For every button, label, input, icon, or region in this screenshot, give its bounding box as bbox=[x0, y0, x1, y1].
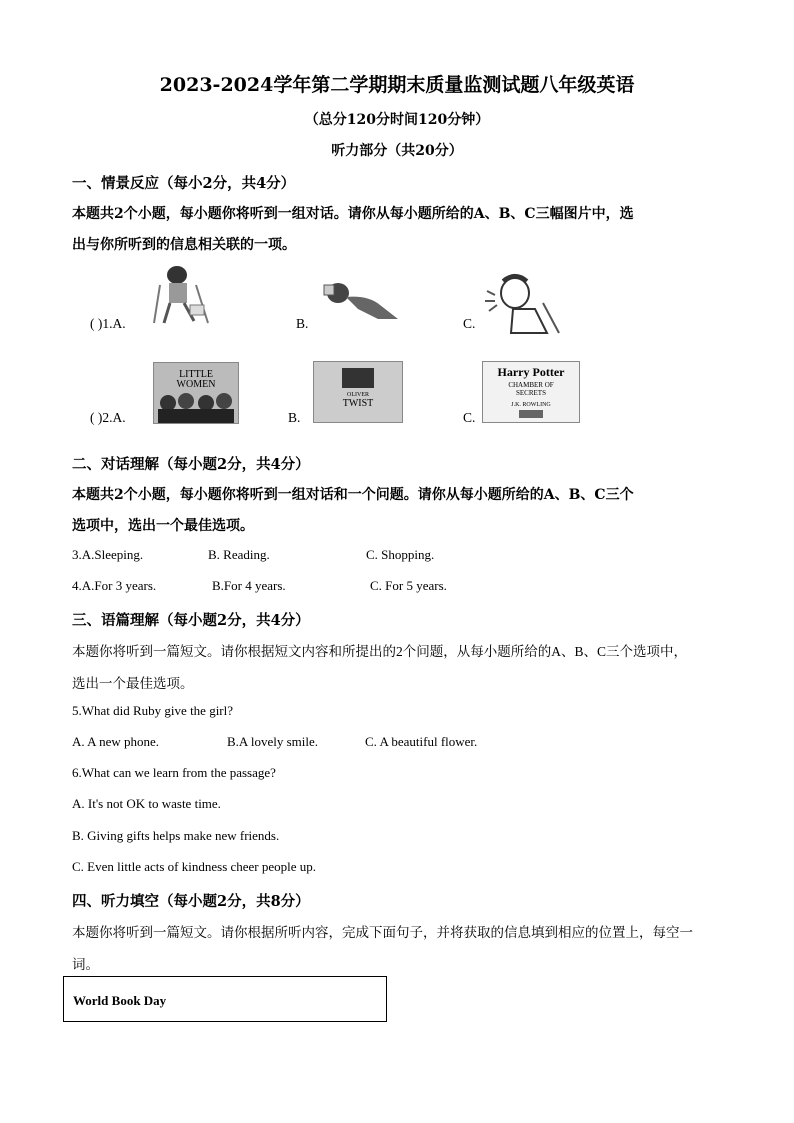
section2-heading: 二、对话理解（每小题2分，共4分） bbox=[72, 456, 310, 473]
harry-potter-author: J.K. ROWLING bbox=[511, 402, 551, 408]
section1-heading: 一、情景反应（每小2分，共4分） bbox=[72, 175, 296, 192]
q4-option-c: C. For 5 years. bbox=[370, 578, 447, 593]
q6-option-a: A. It's not OK to waste time. bbox=[72, 796, 221, 811]
section3-heading: 三、语篇理解（每小题2分，共4分） bbox=[72, 612, 310, 629]
oliver-twist-book-cover bbox=[313, 361, 403, 423]
section2-instruction-line2: 选项中，选出一个最佳选项。 bbox=[72, 518, 254, 534]
q2-option-c-label: C. bbox=[463, 410, 476, 425]
coughing-boy-picture bbox=[485, 273, 561, 335]
q5-question: 5.What did Ruby give the girl? bbox=[72, 703, 234, 718]
q4-option-a: 4.A.For 3 years. bbox=[72, 578, 157, 593]
harry-potter-book-cover bbox=[482, 361, 580, 423]
little-women-book-cover bbox=[153, 362, 239, 424]
section4-instruction-line1: 本题你将听到一篇短文。请你根据所听内容，完成下面句子，并将获取的信息填到相应的位置上，每空一 bbox=[72, 925, 693, 940]
q3-option-c: C. Shopping. bbox=[366, 547, 435, 562]
q1-option-c-label: C. bbox=[463, 316, 476, 331]
harry-potter-title: Harry Potter bbox=[497, 365, 565, 379]
page-title: 2023-2024学年第二学期期末质量监测试题八年级英语 bbox=[159, 74, 635, 96]
little-women-title-line2: WOMEN bbox=[176, 379, 216, 390]
harry-potter-subtitle-line2: SECRETS bbox=[516, 389, 546, 397]
world-book-day-box bbox=[63, 976, 387, 1022]
q6-option-c: C. Even little acts of kindness cheer people up. bbox=[72, 859, 317, 874]
section3-instruction-line1: 本题你将听到一篇短文。请你根据短文内容和所提出的2个问题，从每小题所给的A、B、C三个选项中， bbox=[72, 644, 688, 659]
exam-info: （总分120分时间120分钟） bbox=[304, 112, 490, 128]
harry-potter-subtitle-line1: CHAMBER OF bbox=[508, 381, 554, 389]
section4-heading: 四、听力填空（每小题2分，共8分） bbox=[72, 893, 310, 910]
little-women-title-line1: LITTLE bbox=[179, 369, 213, 380]
q6-question: 6.What can we learn from the passage? bbox=[72, 765, 276, 780]
q5-option-c: C. A beautiful flower. bbox=[365, 734, 478, 749]
world-book-day-title: World Book Day bbox=[73, 993, 167, 1008]
q2-option-b-label: B. bbox=[288, 410, 301, 425]
q6-option-b: B. Giving gifts helps make new friends. bbox=[72, 828, 280, 843]
oliver-twist-title-line1: OLIVER bbox=[347, 392, 369, 398]
section4-instruction-line2: 词。 bbox=[72, 957, 99, 972]
q3-option-a: 3.A.Sleeping. bbox=[72, 547, 144, 562]
section1-instruction-line2: 出与你所听到的信息相关联的一项。 bbox=[72, 237, 296, 253]
section1-instruction-line1: 本题共2个小题，每小题你将听到一组对话。请你从每小题所给的A、B、C三幅图片中，选 bbox=[72, 206, 634, 222]
oliver-twist-title-line2: TWIST bbox=[342, 398, 374, 409]
listening-title: 听力部分（共20分） bbox=[331, 143, 463, 159]
q1-option-b-label: B. bbox=[296, 316, 309, 331]
section2-instruction-line1: 本题共2个小题，每小题你将听到一组对话和一个问题。请你从每小题所给的A、B、C三个 bbox=[72, 487, 634, 503]
girl-on-crutches-picture bbox=[150, 263, 220, 325]
q5-option-a: A. A new phone. bbox=[72, 734, 160, 749]
q3-option-b: B. Reading. bbox=[208, 547, 270, 562]
section3-instruction-line2: 选出一个最佳选项。 bbox=[72, 676, 194, 691]
q5-option-b: B.A lovely smile. bbox=[227, 734, 318, 749]
q1-option-a-label: ( )1.A. bbox=[90, 316, 126, 331]
q2-option-a-label: ( )2.A. bbox=[90, 410, 126, 425]
sneezing-man-picture bbox=[318, 279, 404, 325]
q4-option-b: B.For 4 years. bbox=[212, 578, 286, 593]
